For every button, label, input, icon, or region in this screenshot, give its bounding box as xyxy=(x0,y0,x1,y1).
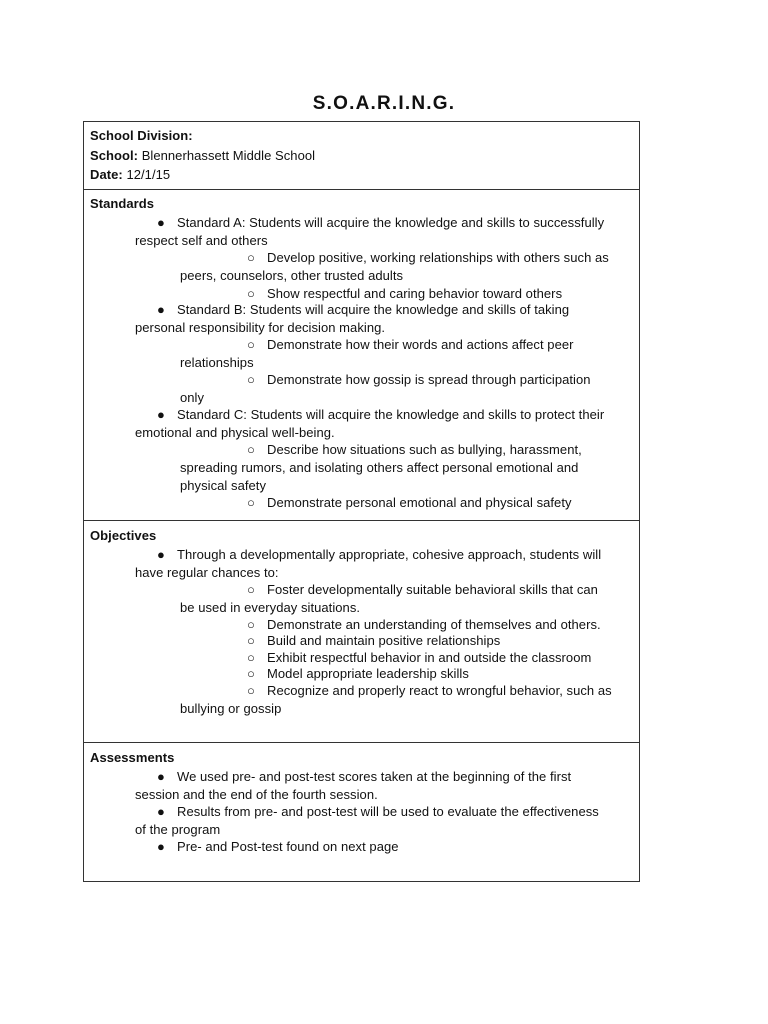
sub-list-item-continuation: only xyxy=(180,390,205,405)
list-item-continuation: personal responsibility for decision making. xyxy=(135,320,386,335)
list-item: ● Pre- and Post-test found on next page xyxy=(157,839,399,854)
school-label: School: xyxy=(90,148,139,163)
assessments-cell xyxy=(84,743,639,881)
sub-list-item-continuation: relationships xyxy=(180,355,254,370)
circle-bullet-icon: ○ xyxy=(247,650,255,665)
bullet-icon: ● xyxy=(157,804,165,819)
bullet-icon: ● xyxy=(157,407,165,422)
date-label: Date: xyxy=(90,167,123,182)
date-value: 12/1/15 xyxy=(126,167,171,182)
assessments-heading: Assessments xyxy=(90,750,175,765)
objectives-cell xyxy=(84,521,639,743)
sub-list-item-continuation: spreading rumors, and isolating others affect personal emotional and xyxy=(180,460,579,475)
sub-list-item: ○ Show respectful and caring behavior toward others xyxy=(247,286,563,301)
circle-bullet-icon: ○ xyxy=(247,633,255,648)
list-item: ● Through a developmentally appropriate, cohesive approach, students will xyxy=(157,547,602,562)
school-line xyxy=(90,148,315,164)
sub-list-item: ○ Recognize and properly react to wrongful behavior, such as xyxy=(247,683,612,698)
sub-list-item: ○ Exhibit respectful behavior in and outside the classroom xyxy=(247,650,592,665)
sub-list-item-continuation: bullying or gossip xyxy=(180,701,282,716)
school-division-label: School Division: xyxy=(90,128,193,143)
list-item-continuation: have regular chances to: xyxy=(135,565,279,580)
circle-bullet-icon: ○ xyxy=(247,683,255,698)
circle-bullet-icon: ○ xyxy=(247,617,255,632)
list-item: ● We used pre- and post-test scores taken at the beginning of the first xyxy=(157,769,572,784)
sub-list-item: ○ Demonstrate an understanding of themselves and others. xyxy=(247,617,601,632)
sub-list-item: ○ Model appropriate leadership skills xyxy=(247,666,469,681)
list-item: ● Results from pre- and post-test will be used to evaluate the effectiveness xyxy=(157,804,599,819)
info-cell xyxy=(84,122,639,190)
objectives-heading: Objectives xyxy=(90,528,157,543)
bullet-icon: ● xyxy=(157,769,165,784)
circle-bullet-icon: ○ xyxy=(247,495,255,510)
circle-bullet-icon: ○ xyxy=(247,666,255,681)
bullet-icon: ● xyxy=(157,839,165,854)
sub-list-item: ○ Describe how situations such as bullying, harassment, xyxy=(247,442,582,457)
bullet-icon: ● xyxy=(157,302,165,317)
list-item-continuation: emotional and physical well-being. xyxy=(135,425,335,440)
list-item: ● Standard A: Students will acquire the knowledge and skills to successfully xyxy=(157,215,605,230)
list-item-continuation: session and the end of the fourth session. xyxy=(135,787,378,802)
list-item-continuation: respect self and others xyxy=(135,233,268,248)
list-item: ● Standard B: Students will acquire the knowledge and skills of taking xyxy=(157,302,570,317)
document-title: S.O.A.R.I.N.G. xyxy=(312,93,456,114)
bullet-icon: ● xyxy=(157,215,165,230)
list-item: ● Standard C: Students will acquire the knowledge and skills to protect their xyxy=(157,407,605,422)
circle-bullet-icon: ○ xyxy=(247,286,255,301)
sub-list-item: ○ Demonstrate personal emotional and physical safety xyxy=(247,495,572,510)
circle-bullet-icon: ○ xyxy=(247,442,255,457)
circle-bullet-icon: ○ xyxy=(247,582,255,597)
bullet-icon: ● xyxy=(157,547,165,562)
standards-heading: Standards xyxy=(90,196,155,211)
sub-list-item: ○ Demonstrate how gossip is spread through participation xyxy=(247,372,591,387)
school-value: Blennerhassett Middle School xyxy=(141,148,316,163)
sub-list-item: ○ Develop positive, working relationships with others such as xyxy=(247,250,609,265)
sub-list-item: ○ Demonstrate how their words and actions affect peer xyxy=(247,337,574,352)
circle-bullet-icon: ○ xyxy=(247,372,255,387)
lesson-plan-table xyxy=(83,121,640,882)
date-line xyxy=(90,167,170,183)
sub-list-item: ○ Foster developmentally suitable behavioral skills that can xyxy=(247,582,598,597)
circle-bullet-icon: ○ xyxy=(247,250,255,265)
list-item-continuation: of the program xyxy=(135,822,221,837)
sub-list-item-continuation: be used in everyday situations. xyxy=(180,600,361,615)
circle-bullet-icon: ○ xyxy=(247,337,255,352)
standards-cell xyxy=(84,190,639,521)
sub-list-item-continuation: peers, counselors, other trusted adults xyxy=(180,268,404,283)
sub-list-item: ○ Build and maintain positive relationships xyxy=(247,633,501,648)
sub-list-item-continuation: physical safety xyxy=(180,478,267,493)
